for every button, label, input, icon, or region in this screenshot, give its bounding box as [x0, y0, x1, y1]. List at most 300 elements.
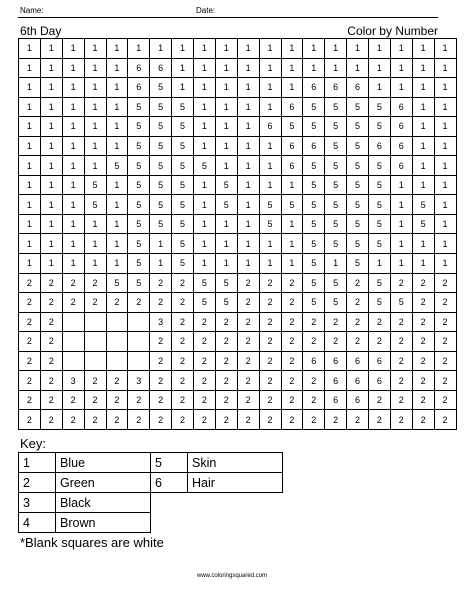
grid-cell: 1: [19, 117, 41, 137]
grid-cell: 6: [390, 136, 412, 156]
grid-cell: 2: [172, 312, 194, 332]
grid-cell: 2: [19, 410, 41, 430]
grid-cell: 1: [106, 117, 128, 137]
grid-cell: 6: [281, 97, 303, 117]
grid-cell: 2: [215, 312, 237, 332]
grid-cell: 1: [194, 195, 216, 215]
grid-cell: 2: [194, 351, 216, 371]
grid-row: [19, 214, 457, 234]
grid-cell: 1: [62, 175, 84, 195]
grid-cell: 2: [215, 390, 237, 410]
grid-cell: 2: [84, 410, 106, 430]
grid-cell: [128, 332, 150, 352]
website-credit: www.coloringsquared.com: [196, 573, 268, 579]
grid-cell: 2: [281, 410, 303, 430]
grid-cell: 5: [150, 117, 172, 137]
grid-cell: 1: [259, 78, 281, 98]
grid-cell: 1: [412, 234, 434, 254]
grid-cell: 5: [194, 156, 216, 176]
key-number: 2: [19, 473, 56, 493]
grid-cell: 1: [128, 39, 150, 59]
grid-cell: 2: [390, 410, 412, 430]
grid-cell: 5: [84, 175, 106, 195]
grid-cell: 5: [172, 175, 194, 195]
grid-cell: 1: [40, 39, 62, 59]
grid-cell: 5: [369, 97, 391, 117]
grid-cell: 6: [347, 351, 369, 371]
grid-cell: 5: [325, 117, 347, 137]
grid-cell: 5: [303, 97, 325, 117]
grid-cell: 1: [40, 136, 62, 156]
grid-cell: 5: [172, 136, 194, 156]
grid-cell: 6: [390, 97, 412, 117]
grid-cell: 1: [281, 78, 303, 98]
grid-cell: 2: [172, 351, 194, 371]
grid-cell: 5: [150, 136, 172, 156]
grid-cell: 2: [172, 390, 194, 410]
grid-cell: 2: [215, 410, 237, 430]
grid-cell: 1: [237, 58, 259, 78]
grid-cell: 1: [62, 254, 84, 274]
grid-cell: 1: [237, 39, 259, 59]
grid-cell: 2: [303, 410, 325, 430]
grid-cell: 2: [303, 390, 325, 410]
grid-cell: 5: [215, 195, 237, 215]
key-color-label: Black: [56, 493, 151, 513]
grid-cell: 1: [19, 254, 41, 274]
grid-cell: 1: [194, 175, 216, 195]
grid-cell: 5: [150, 175, 172, 195]
grid-cell: 5: [347, 97, 369, 117]
grid-cell: 2: [194, 371, 216, 391]
grid-cell: 1: [172, 39, 194, 59]
grid-cell: 1: [215, 214, 237, 234]
grid-cell: 2: [106, 410, 128, 430]
grid-cell: 6: [369, 136, 391, 156]
grid-cell: 1: [390, 234, 412, 254]
grid-row: [19, 371, 457, 391]
grid-cell: 1: [19, 39, 41, 59]
grid-cell: 5: [172, 254, 194, 274]
grid-cell: 5: [369, 234, 391, 254]
grid-cell: 1: [303, 39, 325, 59]
grid-cell: 6: [150, 58, 172, 78]
grid-cell: 1: [84, 254, 106, 274]
grid-cell: 1: [412, 39, 434, 59]
grid-cell: 5: [325, 136, 347, 156]
grid-cell: 5: [347, 117, 369, 137]
grid-cell: 1: [40, 195, 62, 215]
grid-row: [19, 195, 457, 215]
grid-cell: 2: [84, 273, 106, 293]
grid-cell: 2: [347, 293, 369, 313]
grid-cell: 1: [194, 97, 216, 117]
grid-cell: 2: [19, 351, 41, 371]
grid-cell: 1: [390, 214, 412, 234]
grid-cell: 2: [194, 312, 216, 332]
grid-cell: 2: [106, 390, 128, 410]
grid-cell: 1: [259, 234, 281, 254]
grid-row: [19, 234, 457, 254]
name-label: Name:: [20, 6, 44, 15]
grid-cell: 5: [215, 293, 237, 313]
grid-cell: 6: [325, 371, 347, 391]
grid-cell: 2: [106, 371, 128, 391]
grid-cell: 6: [303, 78, 325, 98]
grid-cell: 5: [128, 273, 150, 293]
grid-cell: 1: [62, 195, 84, 215]
grid-cell: 5: [369, 156, 391, 176]
grid-cell: 5: [369, 195, 391, 215]
grid-cell: 5: [194, 273, 216, 293]
grid-cell: 5: [303, 273, 325, 293]
grid-cell: 5: [347, 234, 369, 254]
grid-cell: 1: [62, 156, 84, 176]
grid-cell: 1: [194, 58, 216, 78]
grid-cell: 1: [19, 97, 41, 117]
grid-cell: 2: [150, 351, 172, 371]
grid-cell: 2: [194, 332, 216, 352]
grid-cell: 1: [390, 58, 412, 78]
grid-cell: 5: [347, 156, 369, 176]
grid-cell: 1: [215, 78, 237, 98]
grid-cell: 2: [434, 273, 456, 293]
grid-cell: 2: [215, 351, 237, 371]
grid-cell: 1: [40, 58, 62, 78]
name-date-row: [18, 4, 438, 18]
grid-cell: 2: [40, 332, 62, 352]
grid-row: [19, 351, 457, 371]
grid-cell: [84, 332, 106, 352]
grid-cell: 2: [347, 273, 369, 293]
grid-cell: 2: [259, 273, 281, 293]
grid-cell: 2: [434, 390, 456, 410]
key-row: [19, 493, 283, 513]
grid-cell: 1: [40, 234, 62, 254]
grid-cell: 1: [106, 136, 128, 156]
grid-cell: 2: [434, 332, 456, 352]
grid-cell: 2: [19, 332, 41, 352]
key-row: [19, 453, 283, 473]
grid-cell: 2: [19, 273, 41, 293]
grid-cell: 2: [237, 390, 259, 410]
grid-cell: 1: [106, 39, 128, 59]
page-subtitle: Color by Number: [347, 24, 438, 38]
grid-cell: 2: [281, 332, 303, 352]
grid-cell: 6: [281, 156, 303, 176]
grid-cell: 2: [19, 293, 41, 313]
grid-cell: 1: [390, 175, 412, 195]
grid-cell: 5: [150, 214, 172, 234]
grid-cell: 1: [19, 136, 41, 156]
grid-row: [19, 390, 457, 410]
grid-cell: 5: [172, 156, 194, 176]
grid-cell: [106, 332, 128, 352]
grid-cell: 1: [237, 97, 259, 117]
grid-cell: 5: [281, 195, 303, 215]
grid-cell: 2: [281, 371, 303, 391]
grid-cell: 2: [84, 390, 106, 410]
grid-cell: 5: [347, 175, 369, 195]
key-number: 3: [19, 493, 56, 513]
grid-cell: 1: [390, 254, 412, 274]
grid-cell: 2: [347, 312, 369, 332]
grid-cell: 6: [128, 58, 150, 78]
grid-cell: 2: [390, 371, 412, 391]
grid-cell: 1: [150, 254, 172, 274]
grid-cell: 2: [325, 410, 347, 430]
grid-cell: 1: [281, 58, 303, 78]
grid-cell: [128, 312, 150, 332]
grid-cell: 1: [19, 156, 41, 176]
grid-cell: 5: [128, 254, 150, 274]
grid-cell: 2: [237, 371, 259, 391]
grid-cell: 5: [303, 234, 325, 254]
grid-cell: 1: [281, 234, 303, 254]
grid-cell: 2: [106, 293, 128, 313]
grid-cell: 5: [128, 117, 150, 137]
grid-cell: 1: [259, 175, 281, 195]
grid-cell: 5: [325, 156, 347, 176]
key-row: [19, 513, 283, 533]
grid-cell: 1: [106, 175, 128, 195]
grid-cell: 1: [281, 39, 303, 59]
grid-cell: 5: [150, 78, 172, 98]
grid-cell: 5: [325, 293, 347, 313]
grid-cell: 2: [237, 332, 259, 352]
grid-cell: 1: [434, 175, 456, 195]
grid-cell: 5: [128, 234, 150, 254]
grid-cell: 1: [40, 214, 62, 234]
grid-cell: 1: [434, 234, 456, 254]
grid-cell: 1: [172, 58, 194, 78]
grid-cell: 6: [303, 136, 325, 156]
grid-cell: 5: [412, 195, 434, 215]
grid-cell: 1: [84, 234, 106, 254]
grid-cell: 2: [19, 312, 41, 332]
grid-cell: 1: [84, 117, 106, 137]
grid-cell: 1: [62, 136, 84, 156]
grid-cell: 2: [412, 371, 434, 391]
key-empty: [151, 513, 283, 533]
grid-cell: 1: [150, 234, 172, 254]
grid-cell: 2: [19, 371, 41, 391]
grid-cell: 2: [150, 410, 172, 430]
grid-cell: 1: [259, 156, 281, 176]
grid-cell: 5: [369, 214, 391, 234]
grid-cell: 6: [259, 117, 281, 137]
grid-cell: [84, 312, 106, 332]
grid-cell: 5: [303, 293, 325, 313]
grid-cell: 5: [325, 175, 347, 195]
grid-cell: 1: [84, 97, 106, 117]
grid-cell: 2: [259, 390, 281, 410]
grid-cell: 1: [62, 234, 84, 254]
grid-cell: 5: [150, 195, 172, 215]
grid-cell: 6: [390, 117, 412, 137]
grid-cell: 5: [303, 175, 325, 195]
grid-cell: 5: [128, 97, 150, 117]
grid-cell: 1: [40, 156, 62, 176]
grid-cell: 2: [172, 371, 194, 391]
grid-cell: 1: [325, 254, 347, 274]
key-color-label: Brown: [56, 513, 151, 533]
grid-cell: 1: [40, 97, 62, 117]
grid-cell: 1: [259, 97, 281, 117]
grid-cell: 5: [303, 214, 325, 234]
grid-cell: 1: [106, 234, 128, 254]
grid-cell: 2: [259, 312, 281, 332]
grid-cell: 1: [40, 78, 62, 98]
page-title: 6th Day: [20, 24, 62, 38]
grid-cell: [62, 312, 84, 332]
grid-cell: 6: [325, 390, 347, 410]
grid-cell: 2: [194, 410, 216, 430]
grid-cell: 1: [347, 58, 369, 78]
key-color-label: Blue: [56, 453, 151, 473]
grid-cell: 1: [434, 97, 456, 117]
grid-cell: [62, 332, 84, 352]
grid-cell: 2: [150, 390, 172, 410]
grid-row: [19, 332, 457, 352]
grid-cell: 6: [325, 78, 347, 98]
grid-cell: 2: [62, 410, 84, 430]
grid-cell: 1: [62, 117, 84, 137]
grid-cell: 1: [369, 78, 391, 98]
grid-cell: 2: [150, 273, 172, 293]
grid-cell: 1: [281, 254, 303, 274]
grid-cell: 1: [325, 39, 347, 59]
grid-cell: 1: [106, 78, 128, 98]
grid-cell: 2: [128, 390, 150, 410]
grid-cell: 1: [84, 78, 106, 98]
grid-cell: 1: [19, 58, 41, 78]
grid-cell: 2: [412, 410, 434, 430]
grid-cell: 5: [128, 175, 150, 195]
grid-cell: 5: [128, 195, 150, 215]
grid-cell: [84, 351, 106, 371]
grid-cell: 1: [412, 78, 434, 98]
grid-cell: 2: [434, 351, 456, 371]
grid-cell: 5: [128, 214, 150, 234]
grid-cell: 1: [412, 156, 434, 176]
grid-cell: 1: [237, 117, 259, 137]
grid-cell: 6: [325, 351, 347, 371]
grid-cell: 2: [325, 312, 347, 332]
grid-cell: 1: [434, 58, 456, 78]
grid-cell: 2: [237, 273, 259, 293]
grid-cell: 1: [215, 254, 237, 274]
grid-cell: 2: [172, 410, 194, 430]
grid-cell: 2: [150, 293, 172, 313]
grid-cell: 1: [434, 156, 456, 176]
grid-cell: 2: [347, 410, 369, 430]
grid-cell: 2: [84, 371, 106, 391]
grid-cell: 1: [19, 195, 41, 215]
grid-cell: 5: [215, 175, 237, 195]
grid-cell: 2: [40, 371, 62, 391]
grid-cell: 1: [412, 97, 434, 117]
grid-cell: 2: [172, 273, 194, 293]
grid-row: [19, 136, 457, 156]
grid-cell: 6: [369, 351, 391, 371]
grid-cell: 5: [259, 214, 281, 234]
grid-cell: 1: [106, 214, 128, 234]
grid-cell: [62, 351, 84, 371]
grid-cell: 2: [172, 332, 194, 352]
grid-cell: 5: [303, 195, 325, 215]
grid-cell: 1: [412, 175, 434, 195]
grid-cell: 2: [84, 293, 106, 313]
grid-cell: 2: [434, 410, 456, 430]
grid-cell: 2: [62, 390, 84, 410]
grid-cell: 2: [62, 273, 84, 293]
grid-cell: 2: [303, 371, 325, 391]
grid-cell: 1: [259, 254, 281, 274]
grid-cell: 2: [237, 293, 259, 313]
grid-cell: 2: [412, 390, 434, 410]
grid-cell: 2: [434, 312, 456, 332]
grid-cell: 2: [237, 312, 259, 332]
grid-cell: 1: [259, 39, 281, 59]
date-label: Date:: [196, 6, 216, 15]
grid-cell: 1: [215, 97, 237, 117]
grid-cell: 1: [194, 254, 216, 274]
grid-row: [19, 156, 457, 176]
grid-cell: 5: [369, 273, 391, 293]
grid-cell: 6: [347, 371, 369, 391]
color-key: [18, 452, 283, 533]
grid-cell: 2: [369, 390, 391, 410]
grid-cell: 2: [369, 332, 391, 352]
grid-cell: 1: [84, 136, 106, 156]
grid-cell: 1: [281, 175, 303, 195]
grid-cell: 2: [281, 273, 303, 293]
grid-cell: 5: [347, 254, 369, 274]
grid-cell: 5: [215, 273, 237, 293]
grid-cell: 2: [40, 351, 62, 371]
grid-cell: 5: [347, 214, 369, 234]
grid-cell: 1: [412, 117, 434, 137]
grid-cell: 5: [347, 136, 369, 156]
grid-cell: 2: [128, 410, 150, 430]
grid-cell: 1: [215, 234, 237, 254]
grid-cell: 1: [215, 136, 237, 156]
grid-cell: 2: [172, 293, 194, 313]
grid-cell: 3: [150, 312, 172, 332]
grid-cell: 1: [412, 58, 434, 78]
grid-cell: 5: [303, 254, 325, 274]
grid-cell: 1: [62, 39, 84, 59]
grid-row: [19, 97, 457, 117]
grid-cell: 1: [237, 195, 259, 215]
grid-cell: 5: [128, 136, 150, 156]
grid-cell: 1: [40, 117, 62, 137]
grid-cell: 2: [369, 410, 391, 430]
grid-cell: 1: [390, 39, 412, 59]
key-number: 5: [151, 453, 188, 473]
grid-cell: 5: [172, 97, 194, 117]
grid-cell: 2: [281, 293, 303, 313]
grid-cell: 2: [390, 390, 412, 410]
grid-row: [19, 58, 457, 78]
grid-cell: 2: [412, 351, 434, 371]
grid-cell: 1: [434, 214, 456, 234]
grid-cell: 1: [84, 214, 106, 234]
grid-row: [19, 117, 457, 137]
grid-cell: 1: [62, 58, 84, 78]
key-row: [19, 473, 283, 493]
